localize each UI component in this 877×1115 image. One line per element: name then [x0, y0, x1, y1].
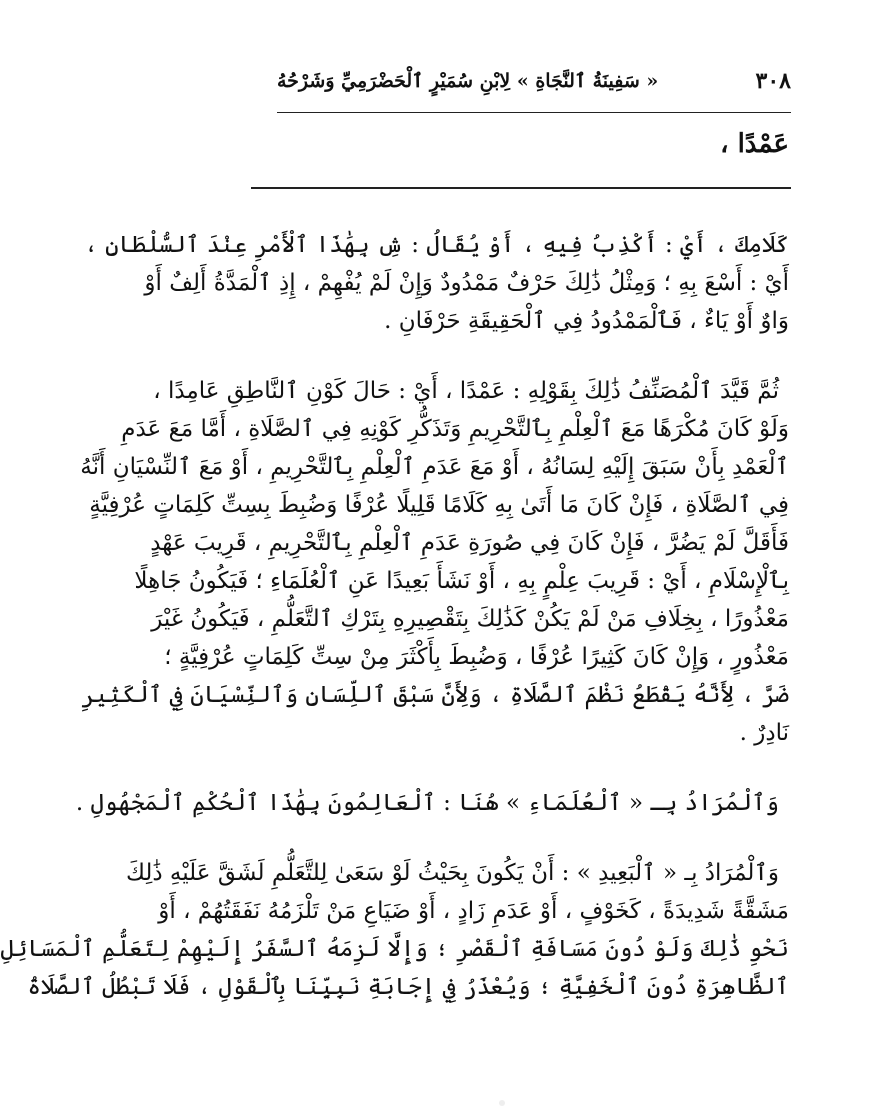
matn-text: عَمْدًا ، — [720, 129, 789, 159]
text-line: ضَرَّ ، لِأَنَّهُ يَقْطَعُ نَظْمَ ٱلصَّلَاةِ ، وَلِأَنَّ سَبْقَ ٱللِّسَانِ وَٱلنِّسْيَانَ فِي ٱلْكَثِيرِ — [81, 682, 789, 708]
paragraph — [0, 854, 789, 1006]
matn-divider — [251, 187, 791, 189]
text-line: ٱلْعَمْدِ بِأَنْ سَبَقَ إِلَيْهِ لِسَانُهُ ، أَوْ مَعَ عَدَمِ ٱلْعِلْمِ بِٱلتَّحْرِيمِ ، أَوْ مَعَ ٱلنِّسْيَانِ أَنَّهُ — [80, 454, 789, 480]
text-line: كَلَامِكَ ، أَيْ : أَكْذِبُ فِيهِ ، أَوْ يُقَالُ : شِ بِهَٰذَا ٱلْأَمْرِ عِنْدَ ٱلسُّلْطَانِ ، — [84, 232, 789, 258]
text-line: مَشَقَّةً شَدِيدَةً ، كَخَوْفٍ ، أَوْ عَدَمِ زَادٍ ، أَوْ ضَيَاعِ مَنْ تَلْزَمُهُ نَفَقَتُهُمْ ، أَوْ — [158, 898, 789, 924]
text-line: ثُمَّ قَيَّدَ ٱلْمُصَنِّفُ ذَٰلِكَ بِقَوْلِهِ : عَمْدًا ، أَيْ : حَالَ كَوْنِ ٱلنَّاطِقِ عَامِدًا ، — [153, 378, 779, 404]
paragraph — [80, 372, 789, 752]
commentary-body — [0, 226, 789, 1038]
text-line: وَٱلْمُرَادُ بِـ « ٱلْعُلَمَاءِ » هُنَا : ٱلْعَالِمُونَ بِهَٰذَا ٱلْحُكْمِ ٱلْمَجْهُولِ . — [75, 790, 779, 816]
text-line: وَٱلْمُرَادُ بِـ « ٱلْبَعِيدِ » : أَنْ يَكُونَ بِحَيْثُ لَوْ سَعَىٰ لِلتَّعَلُّمِ لَشَقَّ عَلَيْهِ ذَٰلِكَ — [125, 860, 779, 886]
paragraph — [84, 226, 789, 340]
text-line: مَعْذُورًا ، بِخِلَافِ مَنْ لَمْ يَكُنْ كَذَٰلِكَ بِتَقْصِيرِهِ بِتَرْكِ ٱلتَّعَلُّمِ ، فَيَكُونُ غَيْرَ — [151, 606, 789, 632]
text-line: أَيْ : أَسْعَ بِهِ ؛ وَمِثْلُ ذَٰلِكَ حَرْفٌ مَمْدُودٌ وَإِنْ لَمْ يُفْهِمْ ، إِذِ ٱلْمَدَّةُ أَلِفٌ أَوْ — [144, 270, 789, 296]
page-number: ٣٠٨ — [755, 68, 791, 94]
page-header — [277, 62, 791, 106]
text-line: نَحْوِ ذَٰلِكَ وَلَوْ دُونَ مَسَافَةِ ٱلْقَصْرِ ؛ وَإِلَّا لَزِمَهُ ٱلسَّفَرُ إِلَيْهِمْ لِتَعَلُّمِ ٱلْمَسَائِلِ — [0, 936, 789, 962]
text-line: مَعْذُورٍ ، وَإِنْ كَانَ كَثِيرًا عُرْفًا ، وَضُبِطَ بِأَكْثَرَ مِنْ سِتِّ كَلِمَاتٍ عُرْفِيَّةٍ ؛ — [164, 644, 789, 670]
running-title: « سَفِينَةُ ٱلنَّجَاةِ » لِابْنِ سُمَيْرٍ ٱلْحَضْرَمِيِّ وَشَرْحُهُ — [277, 70, 659, 92]
text-line: فِي ٱلصَّلَاةِ ، فَإِنْ كَانَ مَا أَتَىٰ بِهِ كَلَامًا قَلِيلًا عُرْفًا وَضُبِطَ بِسِتِّ كَلِمَاتٍ عُرْفِيَّةٍ — [89, 492, 789, 518]
text-line: نَادِرٌ . — [739, 720, 789, 746]
text-line: وَاوٌ أَوْ يَاءٌ ، فَٱلْمَمْدُودُ فِي ٱلْحَقِيقَةِ حَرْفَانِ . — [384, 308, 789, 334]
paragraph — [75, 784, 789, 822]
text-line: بِٱلْإِسْلَامِ ، أَيْ : قَرِيبَ عِلْمٍ بِهِ ، أَوْ نَشَأَ بَعِيدًا عَنِ ٱلْعُلَمَاءِ ؛ فَيَكُونُ جَاهِلًا — [134, 568, 789, 594]
text-line: فَأَقَلَّ لَمْ يَضُرَّ ، فَإِنْ كَانَ فِي صُورَةِ عَدَمِ ٱلْعِلْمِ بِٱلتَّحْرِيمِ ، قَرِيبَ عَهْدٍ — [150, 530, 789, 556]
header-rule — [277, 112, 791, 113]
text-line: ٱلظَّاهِرَةِ دُونَ ٱلْخَفِيَّةِ ؛ وَيُعْذَرُ فِي إِجَابَةِ نَبِيِّنَا بِٱلْقَوْلِ ، فَلَا تَبْطُلُ ٱلصَّلَاةُ — [27, 974, 789, 1000]
text-line: وَلَوْ كَانَ مُكْرَهًا مَعَ ٱلْعِلْمِ بِٱلتَّحْرِيمِ وَتَذَكُّرِ كَوْنِهِ فِي ٱلصَّلَاةِ ، أَمَّا مَعَ عَدَمِ — [121, 416, 789, 442]
scan-smudge — [499, 1100, 505, 1106]
